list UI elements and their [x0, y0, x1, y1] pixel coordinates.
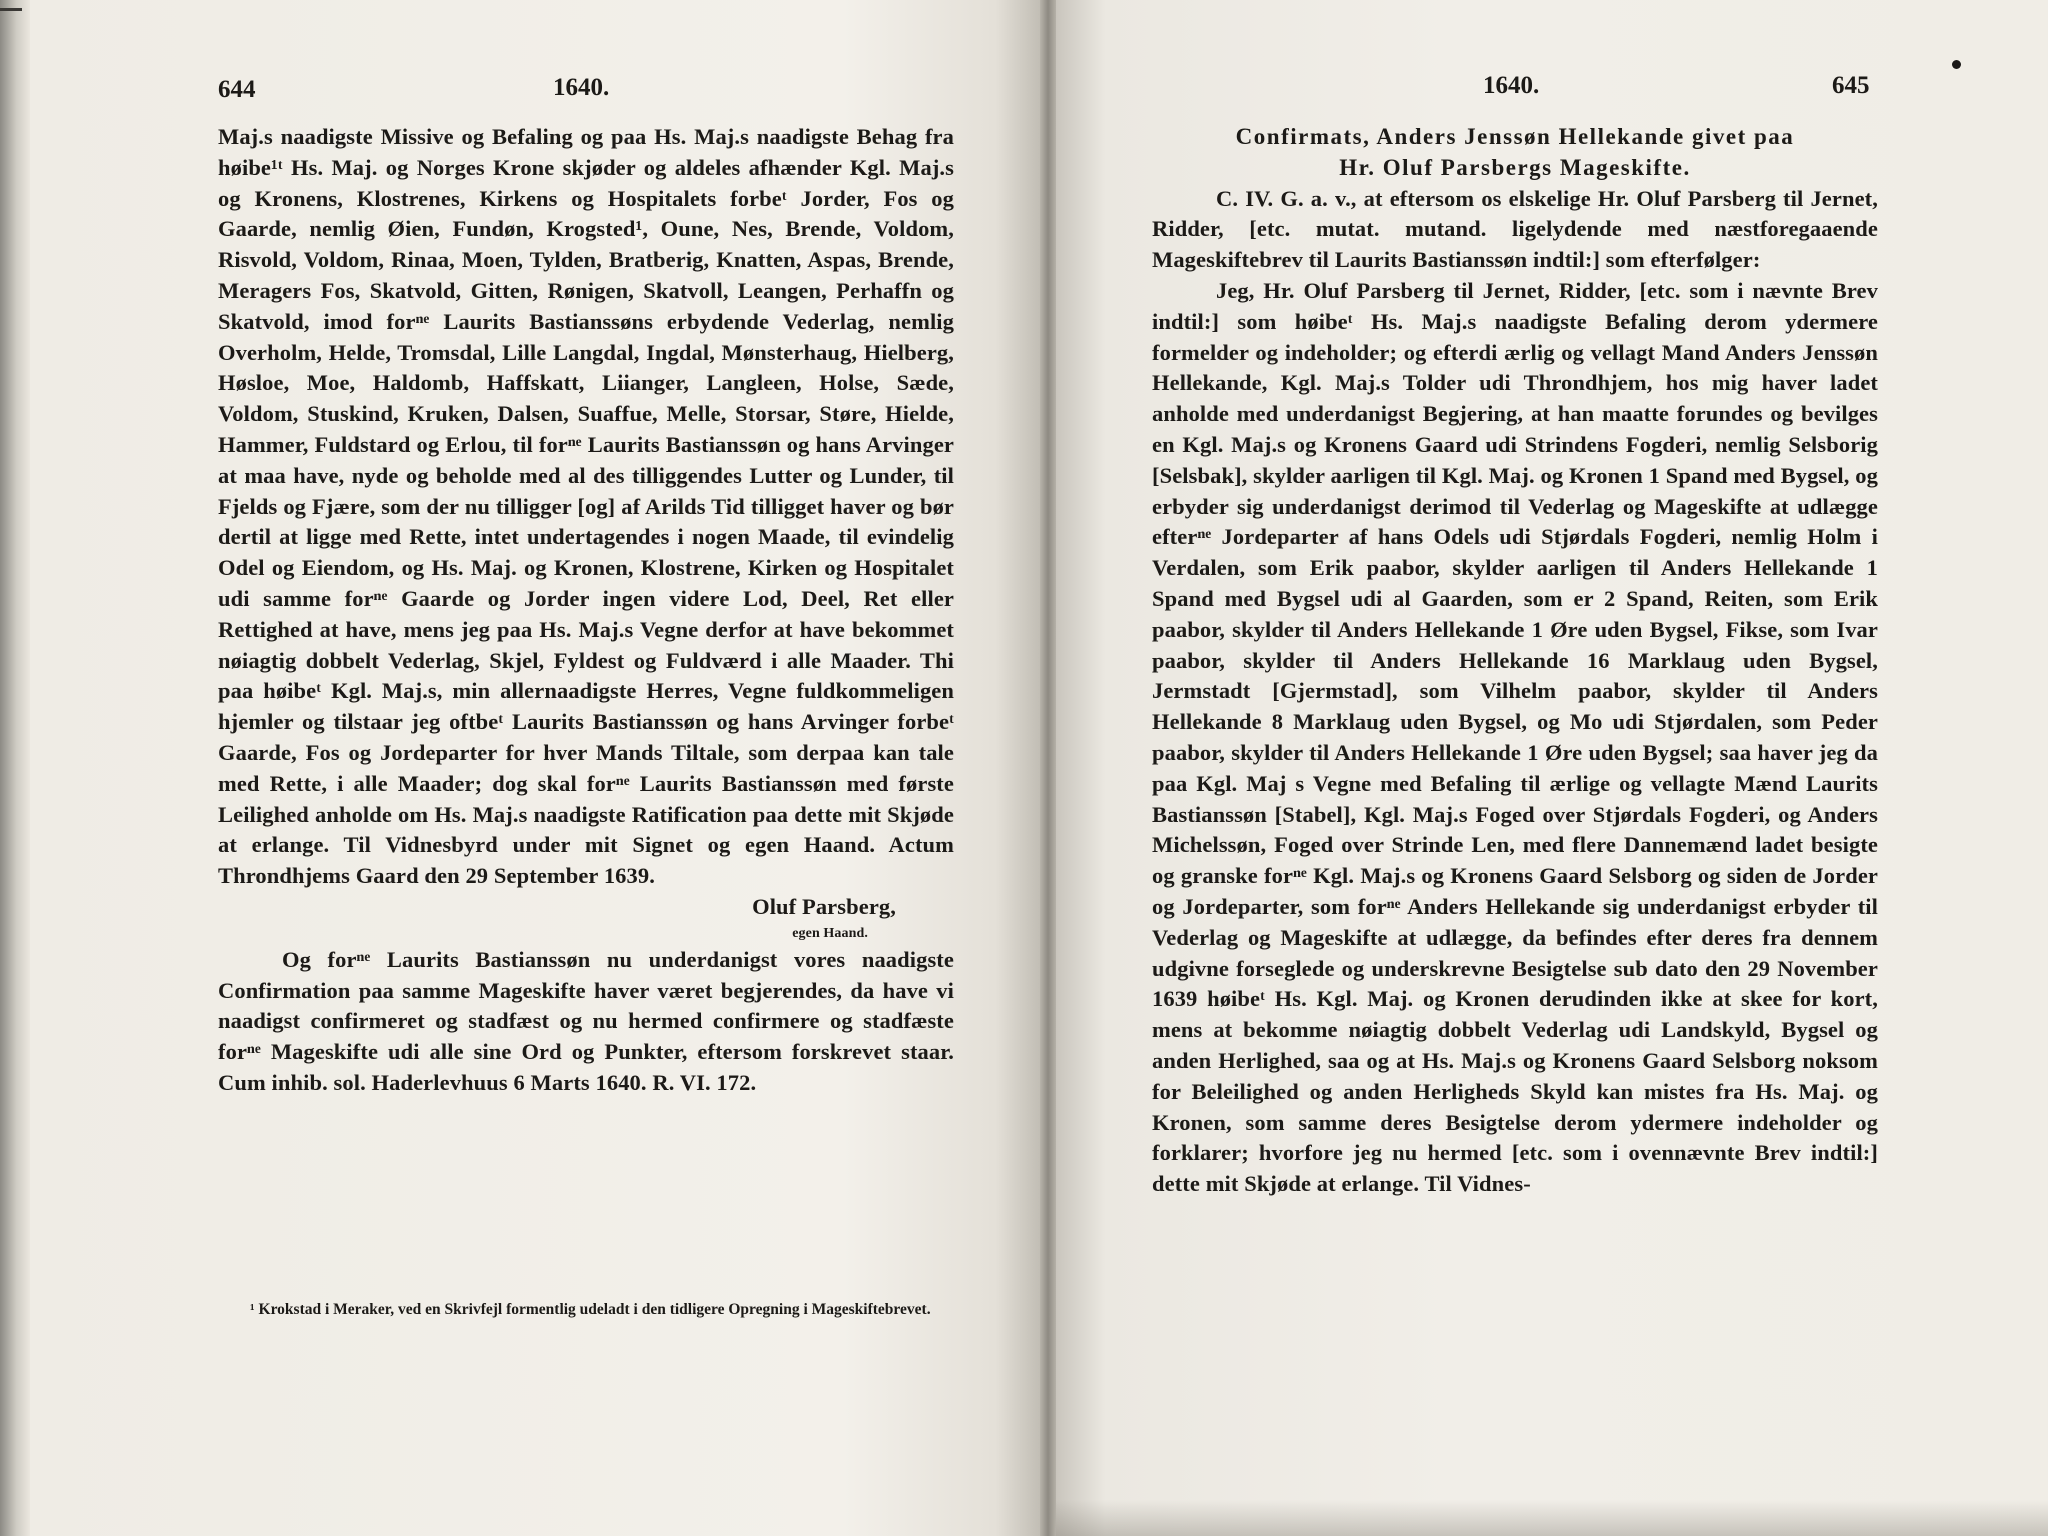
right-running-head: 1640.	[1483, 72, 1540, 99]
left-page-number: 644	[218, 76, 256, 103]
book-gutter	[1040, 0, 1056, 1536]
page-shadow	[1056, 1500, 2048, 1536]
document-heading-line-1: Confirmats, Anders Jenssøn Hellekande givet paa	[1235, 124, 1795, 149]
edge-mark	[0, 8, 22, 11]
footnote-rule	[218, 1283, 328, 1284]
signature: Oluf Parsberg,	[752, 893, 896, 919]
book-edge	[0, 0, 30, 1536]
left-paragraph-2: Og forⁿᵉ Laurits Bastianssøn nu underdanigst vores naadigste Confirmation paa samme Mageskifte haver været begjerendes, da have vi naadigst confirmeret og stadfæst og nu hermed confirmere og stadfæste forⁿᵉ Mageskifte udi alle sine Ord og Punkter, eftersom forskrevet staar. Cum inhib. sol. Haderlevhuus 6 Marts 1640. R. VI. 172.	[218, 946, 954, 1095]
left-paragraph-1: Maj.s naadigste Missive og Befaling og paa Hs. Maj.s naadigste Behag fra høibe¹ᵗ Hs. Maj. og Norges Krone skjøder og aldeles afhænder Kgl. Maj.s og Kronens, Klostrenes, Kirkens og Hospitalets forbeᵗ Jorder, Fos og Gaarde, nemlig Øien, Fundøn, Krogsted¹, Oune, Nes, Brende, Voldom, Risvold, Voldom, Rinaa, Moen, Tylden, Bratberig, Knatten, Aspas, Brende, Meragers Fos, Skatvold, Gitten, Rønigen, Skatvoll, Leangen, Perhaffn og Skatvold, imod forⁿᵉ Laurits Bastianssøns erbydende Vederlag, nemlig Overholm, Helde, Tromsdal, Lille Langdal, Ingdal, Mønsterhaug, Hielberg, Høsloe, Moe, Haldomb, Haffskatt, Liianger, Langleen, Holse, Sæde, Voldom, Stuskind, Kruken, Dalsen, Suaffue, Melle, Storsar, Støre, Hielde, Hammer, Fuldstard og Erlou, til forⁿᵉ Laurits Bastianssøn og hans Arvinger at maa have, nyde og beholde med al des tilliggendes Lutter og Lunder, til Fjelds og Fjære, som der nu tilligger [og] af Arilds Tid tilligget haver og bør dertil at ligge med Rette, intet undertagendes i nogen Maade, til evindelig Odel og Eiendom, og Hs. Maj. og Kronen, Klostrene, Kirken og Hospitalet udi samme forⁿᵉ Gaarde og Jorder ingen videre Lod, Deel, Ret eller Rettighed at have, mens jeg paa Hs. Maj.s Vegne derfor at have bekommet nøiagtig dobbelt Vederlag, Skjel, Fyldest og Fuldværd i alle Maader. Thi paa høibeᵗ Kgl. Maj.s, min allernaadigste Herres, Vegne fuldkommeligen hjemler og tilstaar jeg oftbeᵗ Laurits Bastianssøn og hans Arvinger forbeᵗ Gaarde, Fos og Jordeparter for hver Mands Tiltale, som derpaa kan tale med Rette, i alle Maader; dog skal forⁿᵉ Laurits Bastianssøn med første Leilighed anholde om Hs. Maj.s naadigste Ratification paa dette mit Skjøde at erlange. Til Vidnesbyrd under mit Signet og egen Haand. Actum Throndhjems Gaard den 29 September 1639.	[218, 124, 954, 889]
right-paragraph-2: Jeg, Hr. Oluf Parsberg til Jernet, Ridder, [etc. som i nævnte Brev indtil:] som høibeᵗ Hs. Maj.s naadigste Befaling derom ydermere formelder og indeholder; og efterdi ærlig og vellagt Mand Anders Jenssøn Hellekande, Kgl. Maj.s Tolder udi Throndhjem, hos mig haver ladet anholde med underdanigst Begjering, at han maatte forundes og bevilges en Kgl. Maj.s og Kronens Gaard udi Strindens Fogderi, nemlig Selsborig [Selsbak], skylder aarligen til Kgl. Maj. og Kronen 1 Spand med Bygsel, og erbyder sig underdanigst derimod til Vederlag og Mageskifte at udlægge efterⁿᵉ Jordeparter af hans Odels udi Stjørdals Fogderi, nemlig Holm i Verdalen, som Erik paabor, skylder aarligen til Anders Hellekande 1 Spand med Bygsel udi al Gaarden, som er 2 Spand, Reiten, som Erik paabor, skylder til Anders Hellekande 1 Øre uden Bygsel, Fikse, som Ivar paabor, skylder til Anders Hellekande 16 Marklaug uden Bygsel, Jermstadt [Gjermstad], som Vilhelm paabor, skylder til Anders Hellekande 8 Marklaug uden Bygsel, og Mo udi Stjørdalen, som Peder paabor, skylder til Anders Hellekande 1 Øre uden Bygsel; saa haver jeg da paa Kgl. Maj s Vegne med Befaling til ærlige og vellagte Mænd Laurits Bastianssøn [Stabel], Kgl. Maj.s Foged over Stjørdals Fogderi, og Anders Michelssøn, Foged over Strinde Len, med flere Dannemænd ladet besigte og granske forⁿᵉ Kgl. Maj.s og Kronens Gaard Selsborg og siden de Jorder og Jordeparter, som forⁿᵉ Anders Hellekande sig underdanigst erbyder til Vederlag og Mageskifte at udlægge, da befindes efter deres fra dennem udgivne forseglede og underskrevne Besigtelse sub dato den 29 November 1639 høibeᵗ Hs. Kgl. Maj. og Kronen derudinden ikke at skee for kort, mens at bekomme nøiagtig dobbelt Vederlag udi Landskyld, Bygsel og anden Herlighed, saa og at Hs. Maj.s og Kronens Gaard Selsborg noksom for Beleilighed og anden Herligheds Skyld kan mistes fra Hs. Maj. og Kronen, som samme deres Besigtelse derom ydermere indeholder og forklarer; hvorfore jeg nu hermed [etc. som i ovennævnte Brev indtil:] dette mit Skjøde at erlange. Til Vidnes-	[1152, 277, 1878, 1197]
left-running-head: 1640.	[553, 74, 610, 101]
right-page-number: 645	[1832, 72, 1870, 99]
left-page-text	[218, 122, 954, 1099]
right-paragraph-1: C. IV. G. a. v., at eftersom os elskelige Hr. Oluf Parsberg til Jernet, Ridder, [etc. mutat. mutand. ligelydende med næstforegaaende Mageskiftebrev til Laurits Bastianssøn indtil:] som efterfølger:	[1152, 185, 1878, 273]
ink-spot	[1952, 60, 1961, 69]
right-page-text	[1152, 122, 1878, 1200]
document-heading-line-2: Hr. Oluf Parsbergs Mageskifte.	[1339, 154, 1691, 180]
footnote: ¹ Krokstad i Meraker, ved en Skrivfejl formentlig udeladt i den tidligere Opregning i Mageskiftebrevet.	[250, 1301, 931, 1318]
signature-note: egen Haand.	[792, 925, 868, 941]
